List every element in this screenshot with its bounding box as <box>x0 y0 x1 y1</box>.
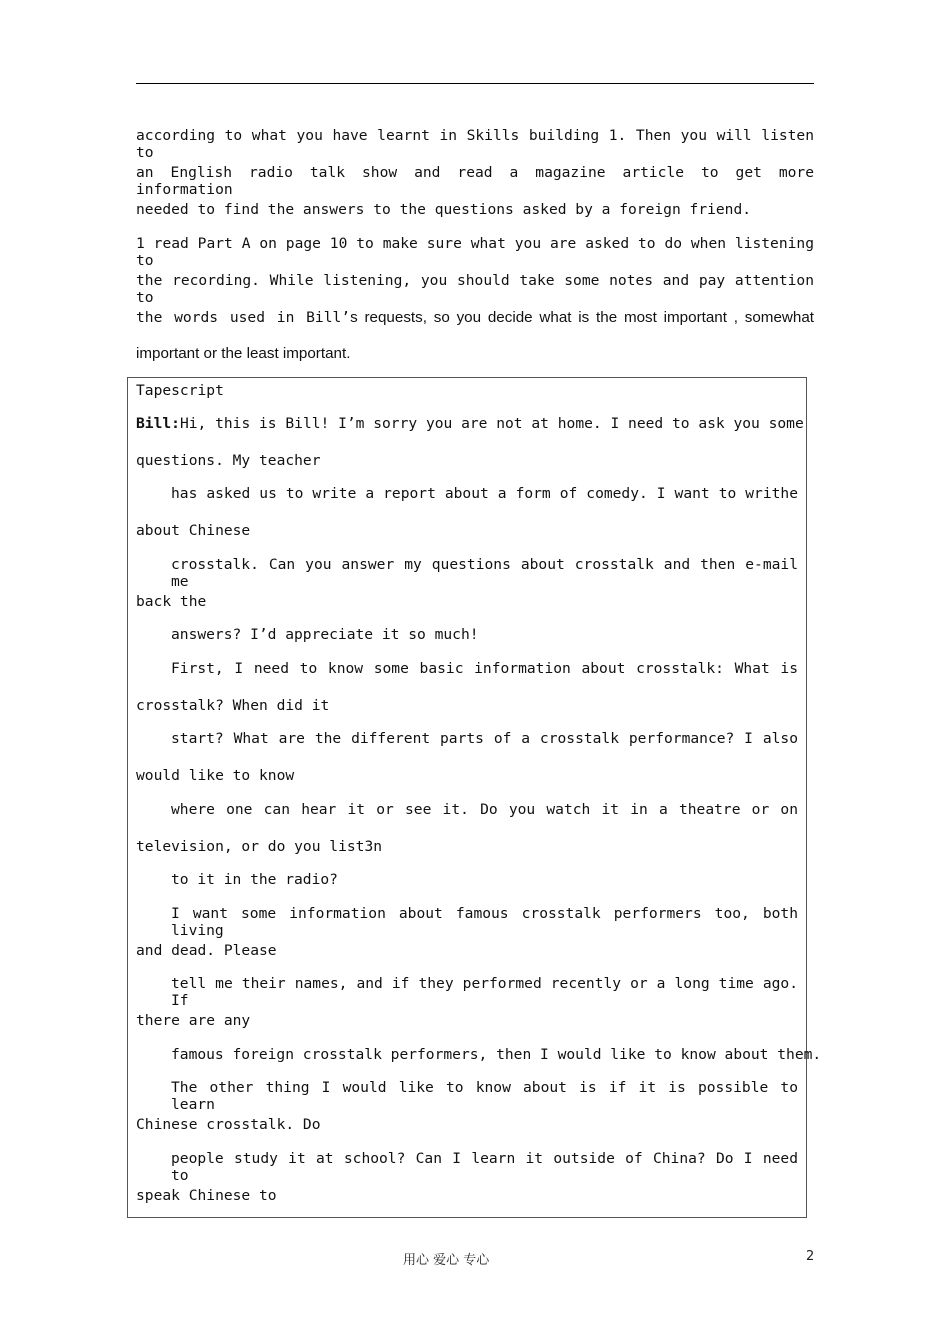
page-number: 2 <box>806 1249 815 1264</box>
intro-line: the recording. While listening, you should take some notes and pay attention to <box>136 272 814 306</box>
intro-mixed-line <box>136 309 814 326</box>
tapescript-line: and dead. Please <box>136 942 277 959</box>
tapescript-line: people study it at school? Can I learn it outside of China? Do I need to <box>171 1150 798 1184</box>
tapescript-line: crosstalk? When did it <box>136 697 330 714</box>
tapescript-line: where one can hear it or see it. Do you watch it in a theatre or on <box>171 801 798 818</box>
intro-line: according to what you have learnt in Skills building 1. Then you will listen to <box>136 127 814 161</box>
speaker-label: Bill: <box>136 415 180 432</box>
tapescript-line: would like to know <box>136 767 295 784</box>
tapescript-line: there are any <box>136 1012 251 1029</box>
tapescript-line: start? What are the different parts of a crosstalk performance? I also <box>171 730 798 747</box>
intro-line: needed to find the answers to the questions asked by a foreign friend. <box>136 201 752 218</box>
tapescript-line: to it in the radio? <box>171 871 338 888</box>
tapescript-line: First, I need to know some basic information about crosstalk: What is <box>171 660 798 677</box>
tapescript-line: about Chinese <box>136 522 251 539</box>
tapescript-line: speak Chinese to <box>136 1187 277 1204</box>
tapescript-first-line <box>136 415 804 432</box>
tapescript-heading: Tapescript <box>136 382 224 399</box>
intro-line: 1 read Part A on page 10 to make sure what you are asked to do when listening to <box>136 235 814 269</box>
tapescript-line: I want some information about famous crosstalk performers too, both living <box>171 905 798 939</box>
intro-line-sans-part: s requests, so you decide what is the most important , somewhat <box>350 309 814 326</box>
header-rule <box>136 83 814 84</box>
tapescript-line: tell me their names, and if they performed recently or a long time ago. If <box>171 975 798 1009</box>
tapescript-line: crosstalk. Can you answer my questions about crosstalk and then e-mail me <box>171 556 798 590</box>
intro-line: an English radio talk show and read a magazine article to get more information <box>136 164 814 198</box>
tapescript-line: answers? I’d appreciate it so much! <box>171 626 479 643</box>
tapescript-line: The other thing I would like to know about is if it is possible to learn <box>171 1079 798 1113</box>
intro-line-mono-part: the words used in Bill’ <box>136 309 351 326</box>
tapescript-line: Hi, this is Bill! I’m sorry you are not at home. I need to ask you some <box>179 415 804 432</box>
footer-motto: 用心 爱心 专心 <box>403 1253 490 1268</box>
tapescript-line: questions. My teacher <box>136 452 321 469</box>
tapescript-line: famous foreign crosstalk performers, then I would like to know about them. <box>171 1046 822 1063</box>
tapescript-line: has asked us to write a report about a form of comedy. I want to writhe <box>171 485 798 502</box>
intro-line: important or the least important. <box>136 345 351 362</box>
tapescript-line: television, or do you list3n <box>136 838 383 855</box>
tapescript-line: back the <box>136 593 207 610</box>
tapescript-line: Chinese crosstalk. Do <box>136 1116 321 1133</box>
